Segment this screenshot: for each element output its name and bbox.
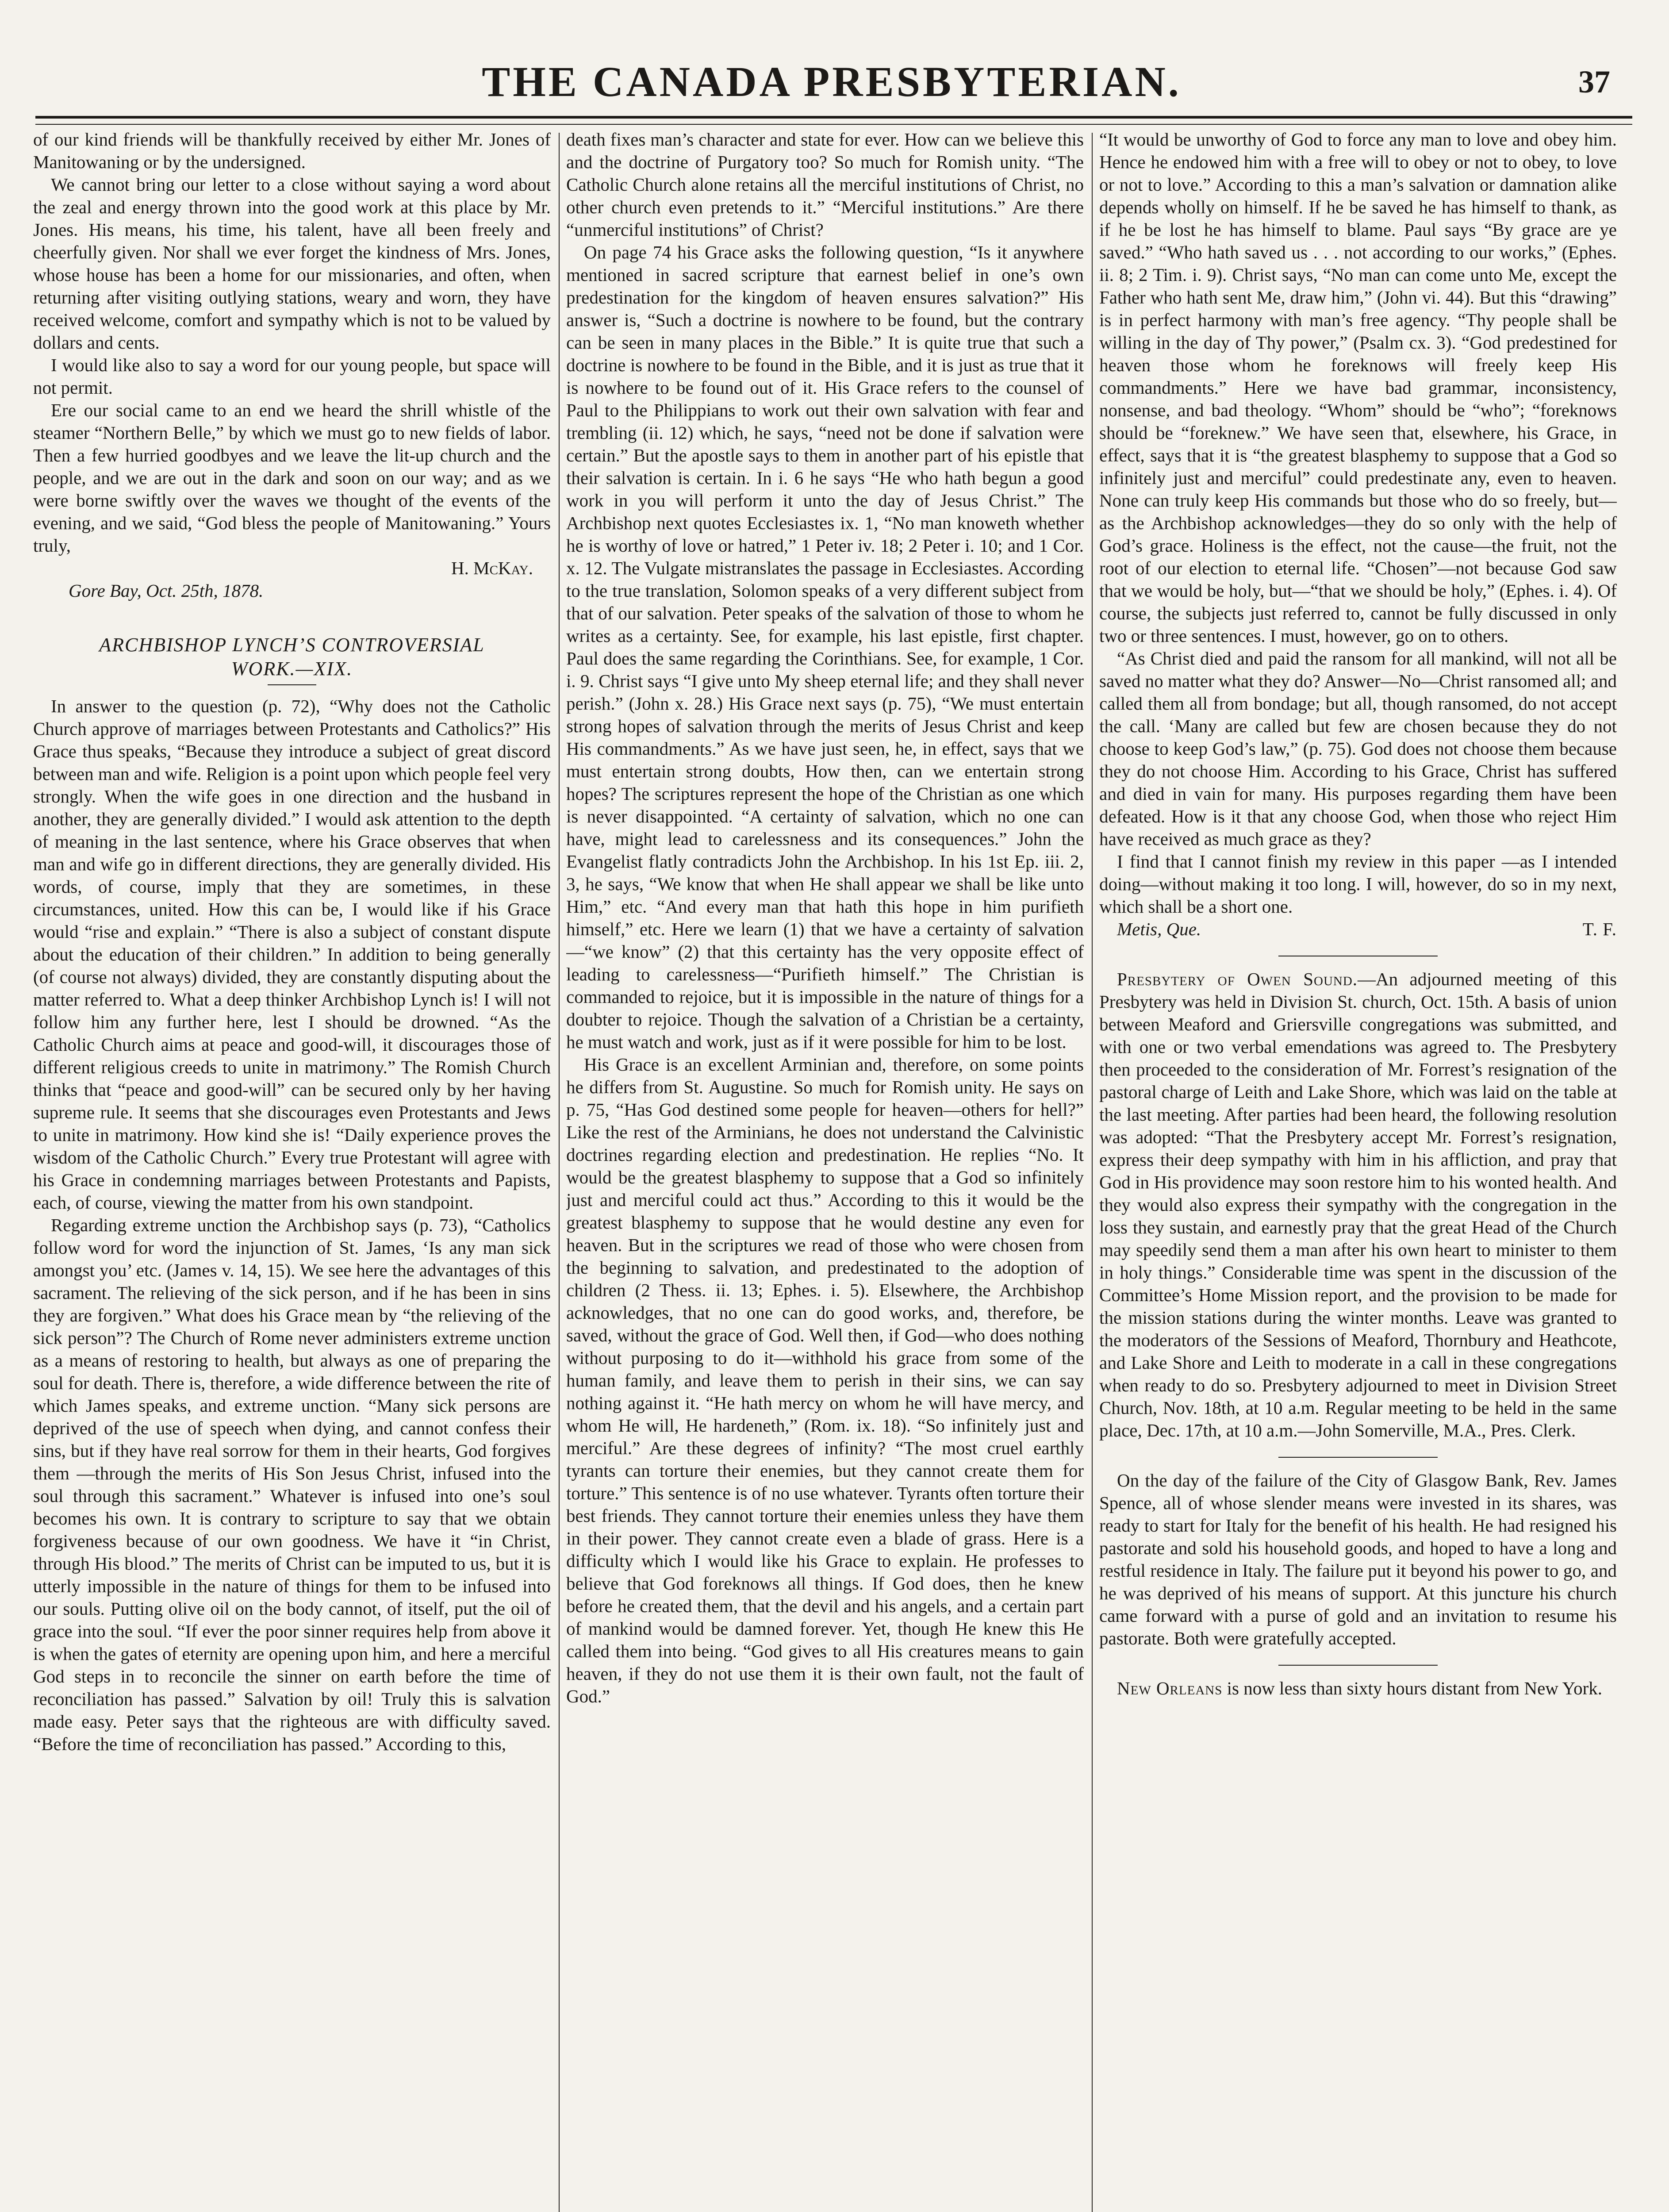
paragraph: death fixes man’s character and state for ever. How can we believe this and the doctrine of Purgatory too? So much for Romish unity. “The Catholic Church alone retains all the merciful institutions of Christ, no other church even pretends to it.” “Merciful institutions.” Are there “unmerciful institutions” of Christ? <box>566 129 1084 240</box>
paragraph: Regarding extreme unction the Archbishop says (p. 73), “Catholics follow word for word the injunction of St. James, ‘Is any man sick amongst you’ etc. (James v. 14, 15). We see here the advantages of this sacrament. The relieving of the sick person, and if he has been in sins they are forgiven.” What does his Grace mean by “the relieving of the sick person”? The Church of Rome never administers extreme unction as a means of restoring to health, but always as one of preparing the soul for death. There is, therefore, a wide difference between the rite of which James speaks, and extreme unction. “Many sick persons are deprived of the use of speech when dying, and cannot confess their sins, but if they have real sorrow for them in their hearts, God forgives them —through the merits of His Son Jesus Christ, infused into the soul through this sacrament.” Whatever is infused into one’s soul becomes his own. It is contrary to scripture to say that we obtain forgiveness because of our own goodness. We have it “in Christ, through His blood.” The merits of Christ can be imputed to us, but it is utterly impossible in the nature of things for them to be infused into our souls. Putting olive oil on the body cannot, of itself, put the oil of grace into the soul. “If ever the poor sinner requires help from above it is when the gates of eternity are opening upon him, and here a merciful God steps in to reconcile the sinner on earth before the time of reconciliation has passed.” Salvation by oil! Truly this is salvation made easy. Peter says that the righteous are with difficulty saved. “Before the time of reconciliation has passed.” According to this, <box>33 1215 551 1754</box>
paragraph-body: is now less than sixty hours distant from New York. <box>1222 1678 1603 1698</box>
paragraph: I would like also to say a word for our young people, but space will not permit. <box>33 355 551 398</box>
paragraph-lead: New Orleans <box>1117 1678 1223 1698</box>
paragraph: Ere our social came to an end we heard the shrill whistle of the steamer “Northern Belle,” by which we must go to new fields of labor. Then a few hurried goodbyes and we leave the lit-up church and the people, and we are out in the dark and soon on our way; and as we were borne swiftly over the waves we thought of the events of the evening, and we said, “God bless the people of Manitowaning.” Yours truly, <box>33 400 551 556</box>
signature-place: Metis, Que. <box>1117 919 1201 939</box>
paragraph: We cannot bring our letter to a close without saying a word about the zeal and energy thrown into the good work at this place by Mr. Jones. His means, his time, his talent, have all been freely and cheerfully given. Nor shall we ever forget the kindness of Mrs. Jones, whose house has been a home for our missionaries, and often, when returning after visiting outlying stations, weary and worn, they have received welcome, comfort and sympathy which is not to be valued by dollars and cents. <box>33 174 551 353</box>
paragraph: “As Christ died and paid the ransom for all mankind, will not all be saved no matter what they do? Answer—No—Christ ransomed all; and called them all from bondage; but all, though ransomed, do not accept the call. ‘Many are called but few are chosen because they do not choose to keep God’s law,” (p. 75). God does not choose them because they do not choose Him. According to his Grace, Christ has suffered and died in vain for many. His purposes regarding them have been defeated. How is it that any choose God, when those who reject Him have received as much grace as they? <box>1099 648 1617 849</box>
signature-line <box>1099 918 1617 941</box>
column-2 <box>566 128 1084 2212</box>
section-rule <box>1278 1665 1438 1666</box>
column-1 <box>33 128 551 2212</box>
paragraph: of our kind friends will be thankfully received by either Mr. Jones of Manitowaning or by the undersigned. <box>33 129 551 172</box>
section-rule <box>1278 1457 1438 1458</box>
paragraph-body: —An adjourned meeting of this Presbytery was held in Division St. church, Oct. 15th. A basis of union between Meaford and Griersville congregations was submitted, and with one or two verbal emendations was agreed to. The Presbytery then proceeded to the consideration of Mr. Forrest’s resignation of the pastoral charge of Leith and Lake Shore, which was laid on the table at the last meeting. After parties had been heard, the following resolution was adopted: “That the Presbytery accept Mr. Forrest’s resignation, express their deep sympathy with him in his affliction, and pray that God in His providence may soon restore him to his wonted health. And they would also express their sympathy with the congregation in the loss they sustain, and earnestly pray that the great Head of the Church may speedily send them a man after his own heart to minister to them in holy things.” Considerable time was spent in the discussion of the Committee’s Home Mission report, and the provision to be made for the mission stations during the winter months. Leave was granted to the moderators of the Sessions of Meaford, Thornbury and Heathcote, and Lake Shore and Leith to moderate in a call in these congregations when ready to do so. Presbytery adjourned to meet in Division Street Church, Nov. 18th, at 10 a.m. Regular meeting to be held in the same place, Dec. 17th, at 10 a.m.—John Somerville, M.A., Pres. Clerk. <box>1099 969 1617 1440</box>
paragraph: “It would be unworthy of God to force any man to love and obey him. Hence he endowed him with a free will to obey or not to obey, to love or not to love.” According to this a man’s salvation or damnation alike depends wholly on himself. If he be saved he has himself to thank, as if he be lost he has himself to blame. Paul says “By grace are ye saved.” “Who hath saved us . . . not according to our works,” (Ephes. ii. 8; 2 Tim. i. 9). Christ says, “No man can come unto Me, except the Father who hath sent Me, draw him,” (John vi. 44). But this “drawing” is in perfect harmony with man’s free agency. “Thy people shall be willing in the day of Thy power,” (Psalm cx. 3). “God predestined for heaven those whom he foreknows will freely keep His commandments.” Here we have bad grammar, inconsistency, nonsense, and bad theology. “Whom” should be “who”; “foreknows should be “foreknew.” We have seen that, elsewhere, his Grace, in effect, says that it is “the greatest blasphemy to suppose that a God so infinitely just and merciful” could predestinate any, even to heaven. None can truly keep His commands but those who do so freely, but—as the Archbishop acknowledges—they do so only with the help of God’s grace. Holiness is the effect, not the cause—the fruit, not the root of our election to eternal life. “Chosen”—not because God saw that we would be holy, but—“that we should be holy,” (Ephes. i. 4). Of course, the subjects just referred to, cannot be fully discussed in only two or three sentences. I must, however, go on to others. <box>1099 129 1617 646</box>
signature-name: H. McKay. <box>451 558 533 578</box>
paragraph: I find that I cannot finish my review in this paper —as I intended doing—without making it too long. I will, however, do so in my next, which shall be a short one. <box>1099 851 1617 917</box>
paragraph <box>1099 1677 1617 1700</box>
page-number: 37 <box>1578 64 1610 100</box>
paragraph: On page 74 his Grace asks the following question, “Is it anywhere mentioned in sacred scripture that earnest belief in one’s own predestination for the kingdom of heaven ensures salvation?” His answer is, “Such a doctrine is nowhere to be found, but the contrary can be seen in many places in the Bible.” It is quite true that such a doctrine is nowhere to be found in the Bible, and it is just as true that it is nowhere to be found out of it. His Grace refers to the counsel of Paul to the Philippians to work out their own salvation with fear and trembling (ii. 12) which, he says, “need not be done if salvation were certain.” But the apostle says to them in another part of his epistle that their salvation is certain. In i. 6 he says “He who hath begun a good work in you will perform it unto the day of Jesus Christ.” The Archbishop next quotes Ecclesiastes ix. 1, “No man knoweth whether he is worthy of love or hatred,” 1 Peter iv. 18; 2 Peter i. 10; and 1 Cor. x. 12. The Vulgate mistranslates the passage in Ecclesiastes. According to the true translation, Solomon speaks of a very different subject from that of our salvation. Peter speaks of the salvation of those to whom he writes as a certainty. See, for example, his last epistle, first chapter. Paul does the same regarding the Corinthians. See, for example, 1 Cor. i. 9. Christ says “I give unto My sheep eternal life; and they shall never perish.” (John x. 28.) His Grace next says (p. 75), “We must entertain strong hopes of salvation through the merits of Jesus Christ and keep His commandments.” As we have just seen, he, in effect, says that we must entertain strong doubts, How then, can we entertain strong hopes? The scriptures represent the hope of the Christian as one which is never disappointed. “A certainty of salvation, which no one can have, might lead to carelessness and its consequences.” John the Evangelist flatly contradicts John the Archbishop. In his 1st Ep. iii. 2, 3, he says, “We know that when He shall appear we shall be like unto Him,” etc. “And every man that hath this hope in him purifieth himself,” etc. Here we learn (1) that we have a certainty of salvation—“we know” (2) that this certainty has the very opposite effect of leading to carelessness—“Purifieth himself.” The Christian is commanded to rejoice, but it is impossible in the nature of things for a doubter to rejoice. Though the salvation of a Christian be a certainty, he must watch and work, just as if it were possible for him to be lost. <box>566 242 1084 1052</box>
newspaper-title: THE CANADA PRESBYTERIAN. <box>482 58 1182 105</box>
signature-initials: T. F. <box>1582 919 1617 939</box>
article-heading-line: ARCHBISHOP LYNCH’S CONTROVERSIAL <box>99 634 485 656</box>
paragraph-lead: Presbytery of Owen Sound. <box>1117 969 1358 989</box>
paragraph <box>1099 968 1617 1442</box>
heading-rule <box>268 684 316 685</box>
column-divider <box>1092 133 1093 2212</box>
article-heading <box>33 633 551 681</box>
masthead-rule-thin <box>35 124 1632 125</box>
paragraph: On the day of the failure of the City of Glasgow Bank, Rev. James Spence, all of whose slender means were invested in its shares, was ready to start for Italy for the benefit of his health. He had resigned his pastorate and sold his household goods, and hoped to have a long and restful residence in Italy. The failure put it beyond his power to go, and he was deprived of his means of support. At this juncture his church came forward with a purse of gold and an invitation to resume his pastorate. Both were gratefully accepted. <box>1099 1470 1617 1648</box>
paragraph: In answer to the question (p. 72), “Why does not the Catholic Church approve of marriages between Protestants and Catholics?” His Grace thus speaks, “Because they introduce a subject of great discord between man and wife. Religion is a point upon which people feel very strongly. When the wife goes in one direction and the husband in another, they are generally divided.” I would ask attention to the depth of meaning in the last sentence, where his Grace observes that when man and wife go in different directions, they are generally divided. His words, of course, imply that they are sometimes, in these circumstances, united. How this can be, I would like if his Grace would “rise and explain.” “There is also a subject of constant dispute about the education of their children.” In addition to being generally (of course not always) divided, they are constantly disputing about the matter referred to. What a deep thinker Archbishop Lynch is! I will not follow him any further here, lest I should be drowned. “As the Catholic Church aims at peace and good-will, it discourages those of different religious creeds to unite in matrimony.” The Romish Church thinks that “peace and good-will” can be secured only by her having supreme rule. It seems that she discourages even Protestants and Jews to unite in matrimony. How kind she is! “Daily experience proves the wisdom of the Catholic Church.” Every true Protestant will agree with his Grace in condemning marriages between Protestants and Papists, each, of course, viewing the matter from his own standpoint. <box>33 696 551 1213</box>
masthead <box>27 49 1637 115</box>
paragraph: His Grace is an excellent Arminian and, therefore, on some points he differs from St. Augustine. So much for Romish unity. He says on p. 75, “Has God destined some people for heaven—others for hell?” Like the rest of the Arminians, he does not understand the Calvinistic doctrines regarding election and predestination. He replies “No. It would be the greatest blasphemy to suppose that a God so infinitely just and merciful could act thus.” According to this it would be the greatest blasphemy to suppose that he would destine any even for heaven. But in the scriptures we read of those who were chosen from the beginning to salvation, and predestinated to the adoption of children (2 Thess. ii. 13; Ephes. i. 5). Elsewhere, the Archbishop acknowledges, that no one can do good works, and, therefore, be saved, without the grace of God. Well then, if God—who does nothing without purposing to do it—withhold his grace from some of the human family, and leave them to perish in their sins, we can say nothing against it. “He hath mercy on whom he will have mercy, and whom He will, He hardeneth,” (Rom. ix. 18). “So infinitely just and merciful.” Are these degrees of infinity? “The most cruel earthly tyrants can torture their enemies, but they cannot create them for torture.” This sentence is of no use whatever. Tyrants often torture their best friends. They cannot torture their enemies unless they have them in their power. They cannot create even a blade of grass. Here is a difficulty which I would like his Grace to explain. He professes to believe that God foreknows all things. If God does, then he knew before he created them, that the devil and his angels, and a certain part of mankind would be damned forever. Yet, though He knew this He called them into being. “God gives to all His creatures means to gain heaven, if they do not use them it is their own fault, not the fault of God.” <box>566 1054 1084 1706</box>
dateline: Gore Bay, Oct. 25th, 1878. <box>69 580 264 601</box>
article-heading-line: WORK.—XIX. <box>231 658 353 680</box>
masthead-rule-thick <box>35 116 1632 119</box>
column-divider <box>559 133 560 2212</box>
column-3 <box>1099 128 1617 2212</box>
